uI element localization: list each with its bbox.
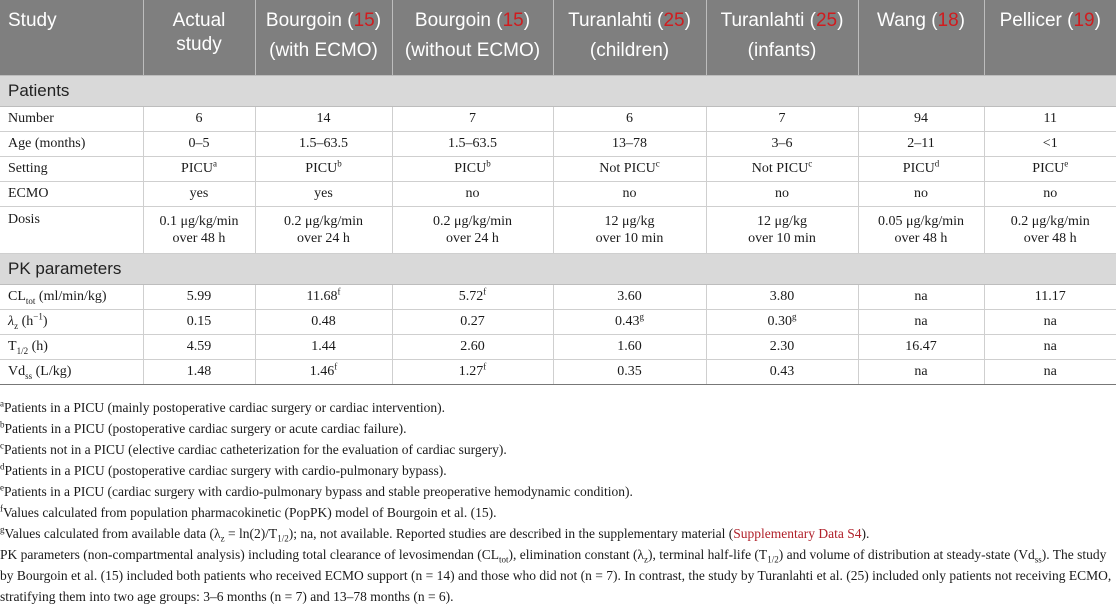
header-col-pellicer: Pellicer (19): [984, 0, 1116, 75]
footnote-c: $^c$Patients not in a PICU (elective cardiac catheterization for the evaluation of cardiac surgery).: [0, 440, 507, 457]
table-footnotes: [0, 397, 1116, 607]
header-col-turanlahti-infants: Turanlahti (25) (infants): [706, 0, 858, 75]
row-cltot: $CL_{tot}$ (ml/min/kg) 5.99 11.68$^f$ 5.72$^f$ 3.60 3.80 na 11.17: [0, 284, 1116, 309]
table-caption: PK parameters (non-compartmental analysis) including total clearance of levosimendan $(CL_{tot})$, elimination constant $(\lambda_z)$, terminal half-life $(T_{1/2})$ and volume of distribution at steady-state $(Vd_{ss})$. The study by Bourgoin et al. (15) included both patients who received ECMO support (n = 14) and those who did not (n = 7). In contrast, the study by Turanlahti et al. (25) included only patients not receiving ECMO, stratifying them into two age groups: 3–6 months (n = 7) and 13–78 months (n = 6).: [0, 547, 1112, 604]
header-row: [0, 0, 1116, 75]
footnote-g: $^g$Values calculated from available data $(\lambda_z = \ln(2)/T_{1/2})$; na, not available. Reported studies are described in the supplementary material (Supplementary Data S4).: [0, 524, 870, 544]
row-lambda-z: $\lambda_z$ $(h^{-1})$ 0.15 0.48 0.27 0.43$^g$ 0.30$^g$ na na: [0, 309, 1116, 334]
footnote-f: $^f$Values calculated from population pharmacokinetic (PopPK) model of Bourgoin et al. (15).: [0, 503, 497, 520]
header-col-bourgoin-no-ecmo: Bourgoin (15) (without ECMO): [392, 0, 553, 75]
section-patients: Patients: [0, 75, 1116, 106]
row-dosis: Dosis 0.1 μg/kg/min over 48 h 0.2 μg/kg/min over 24 h 0.2 μg/kg/min over 24 h 12 μg/kg over 10 min 12 μg/kg over 10 min 0.05 μg/kg/min over 48 h 0.2 μg/kg/min over 48 h: [0, 206, 1116, 253]
footnote-d: $^d$Patients in a PICU (postoperative cardiac surgery with cardio-pulmonary bypass).: [0, 461, 447, 478]
header-study: Study: [0, 0, 143, 75]
row-ecmo: ECMO yes yes no no no no no: [0, 181, 1116, 206]
header-col-bourgoin-ecmo: Bourgoin (15) (with ECMO): [255, 0, 392, 75]
footnote-a: $^a$Patients in a PICU (mainly postoperative cardiac surgery or cardiac intervention).: [0, 398, 445, 415]
row-age: Age (months) 0–5 1.5–63.5 1.5–63.5 13–78 3–6 2–11 <1: [0, 131, 1116, 156]
header-col-turanlahti-children: Turanlahti (25) (children): [553, 0, 706, 75]
row-setting: Setting PICU$^a$ PICU$^b$ PICU$^b$ Not PICU$^c$ Not PICU$^c$ PICU$^d$ PICU$^e$: [0, 156, 1116, 181]
section-pk-parameters: PK parameters: [0, 253, 1116, 284]
supplementary-data-link[interactable]: Supplementary Data S4: [733, 526, 862, 541]
header-col-actual: Actual study: [143, 0, 255, 75]
header-col-wang: Wang (18): [858, 0, 984, 75]
row-t-half: $T_{1/2}$ (h) 4.59 1.44 2.60 1.60 2.30 16.47 na: [0, 334, 1116, 359]
footnote-b: $^b$Patients in a PICU (postoperative cardiac surgery or acute cardiac failure).: [0, 419, 407, 436]
row-number: Number 6 14 7 6 7 94 11: [0, 106, 1116, 131]
footnote-e: $^e$Patients in a PICU (cardiac surgery with cardio-pulmonary bypass and stable preoperative hemodynamic condition).: [0, 482, 633, 499]
row-vdss: $Vd_{ss}$ (L/kg) 1.48 1.46$^f$ 1.27$^f$ 0.35 0.43 na na: [0, 359, 1116, 384]
